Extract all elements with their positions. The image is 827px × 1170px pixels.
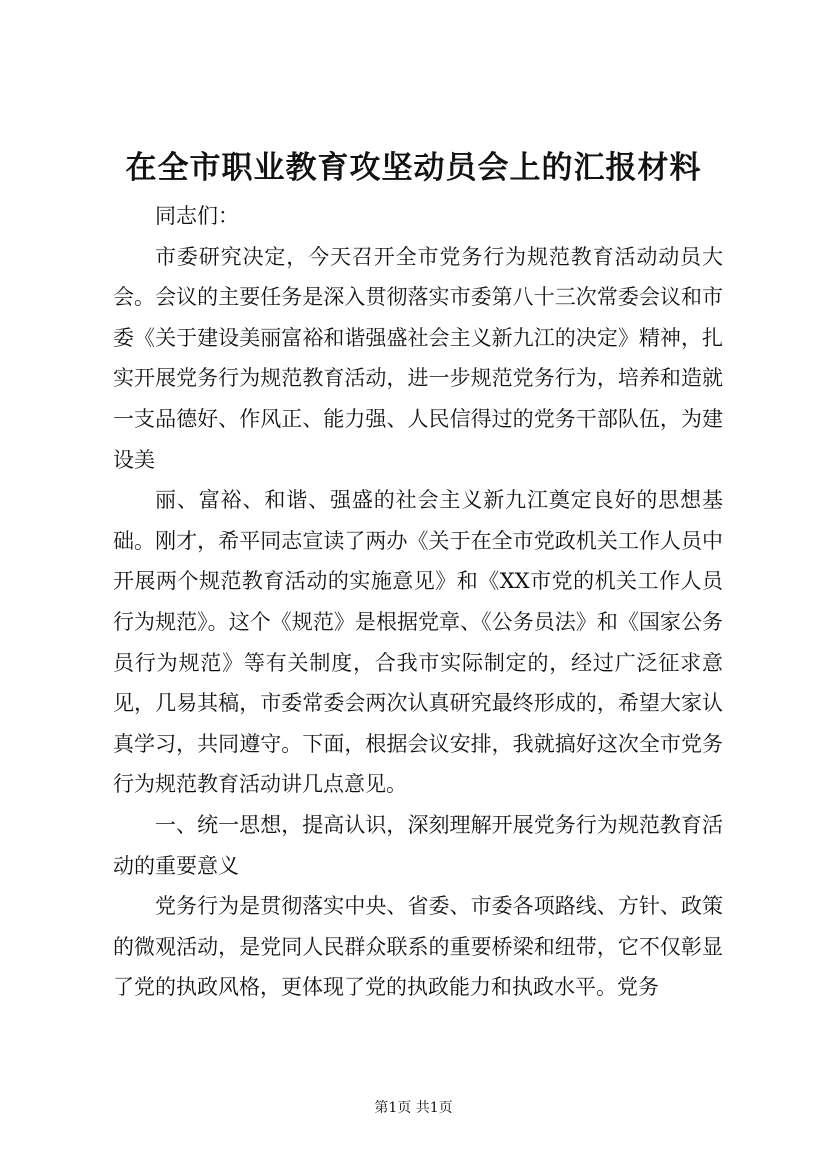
paragraph-1: 市委研究决定，今天召开全市党务行为规范教育活动动员大会。会议的主要任务是深入贯彻落实市委第八十三次常委会议和市委《关于建设美丽富裕和谐强盛社会主义新九江的决定》精神，扎实开展党务行为规范教育活动，进一步规范党务行为，培养和造就一支品德好、作风正、能力强、人民信得过的党务干部队伍，为建设美 [113, 244, 723, 472]
paragraph-3: 党务行为是贯彻落实中央、省委、市委各项路线、方针、政策的微观活动，是党同人民群众联系的重要桥梁和纽带，它不仅彰显了党的执政风格，更体现了党的执政能力和执政水平。党务 [113, 894, 723, 1000]
document-body [113, 196, 723, 1008]
section-heading-1: 一、统一思想，提高认识，深刻理解开展党务行为规范教育活动的重要意义 [113, 812, 723, 878]
salutation: 同志们： [155, 204, 239, 228]
document-title: 在全市职业教育攻坚动员会上的汇报材料 [125, 150, 702, 186]
paragraph-2: 丽、富裕、和谐、强盛的社会主义新九江奠定良好的思想基础。刚才，希平同志宣读了两办《关于在全市党政机关工作人员中开展两个规范教育活动的实施意见》和《XX市党的机关工作人员行为规范》。这个《规范》是根据党章、《公务员法》和《国家公务员行为规范》等有关制度，合我市实际制定的，经过广泛征求意见，几易其稿，市委常委会两次认真研究最终形成的，希望大家认真学习，共同遵守。下面，根据会议安排，我就搞好这次全市党务行为规范教育活动讲几点意见。 [113, 488, 723, 797]
page-footer: 第1页 共1页 [374, 1100, 453, 1116]
